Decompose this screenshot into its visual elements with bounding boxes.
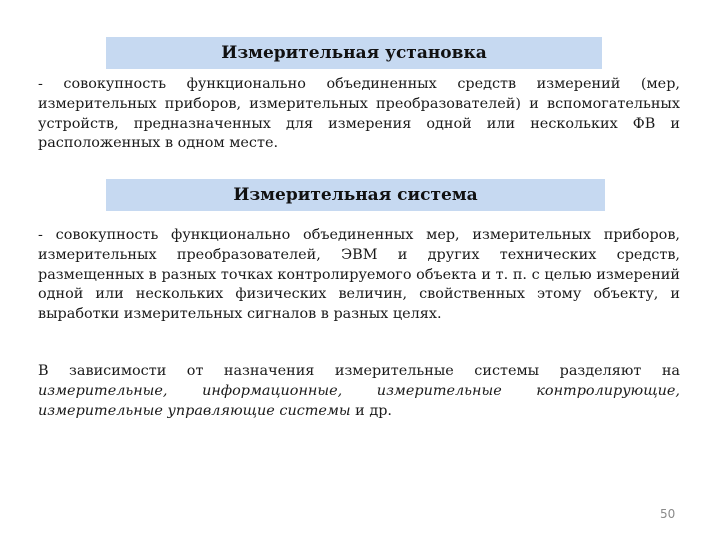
heading-measuring-installation: Измерительная установка (106, 37, 602, 69)
heading-measuring-system: Измерительная система (106, 179, 605, 211)
classification-types: измерительные, информационные, измерительные контролирующие, измерительные управляющие системы (38, 382, 680, 419)
definition-measuring-installation: - совокупность функционально объединенных средств измерений (мер, измерительных приборов, измерительных преобразователей) и вспомогательных устройств, предназначенных для измерения одной или нескольких ФВ и расположенных в одном месте. (38, 76, 680, 152)
page-number: 50 (660, 507, 676, 521)
classification-paragraph (38, 362, 680, 421)
classification-lead: В зависимости от назначения измерительные системы разделяют на (38, 363, 680, 379)
definition-measuring-system: - совокупность функционально объединенных мер, измерительных приборов, измерительных преобразователей, ЭВМ и других технических средств, размещенных в разных точках контролируемого объекта и т. п. с целью измерений одной или нескольких физических величин, свойственных этому объекту, и выработки измерительных сигналов в разных целях. (38, 227, 680, 323)
classification-tail: и др. (350, 402, 392, 419)
